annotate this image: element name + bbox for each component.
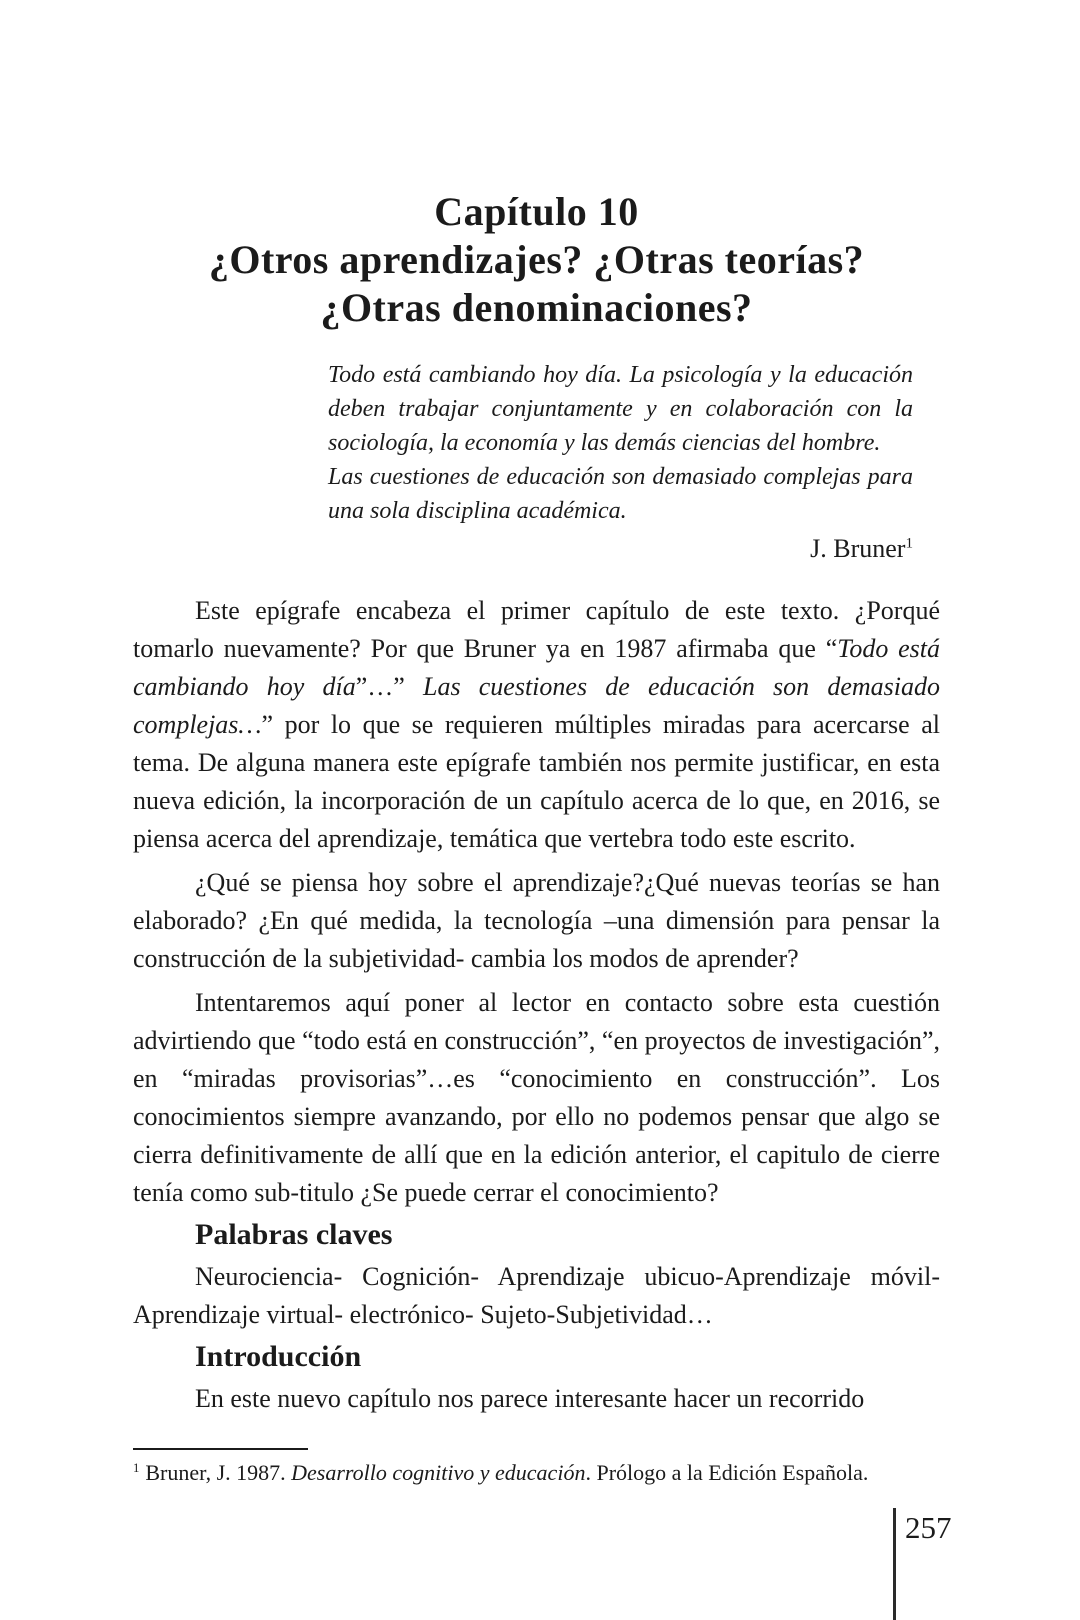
- footnote-citation-start: Bruner, J. 1987.: [145, 1460, 292, 1485]
- body-paragraph-1: [133, 592, 940, 858]
- epigraph-quote-2: Las cuestiones de educación son demasiado complejas para una sola disciplina académica.: [328, 464, 913, 524]
- attribution-footnote-ref: 1: [905, 535, 913, 552]
- chapter-title-line-1: Capítulo 10: [434, 189, 639, 234]
- para1-quote-2: Las cuestiones de educación son demasiado complejas…: [133, 672, 940, 739]
- para1-segment-2: ”…”: [355, 672, 423, 701]
- para1-segment-1: Este epígrafe encabeza el primer capítulo de este texto. ¿Porqué tomarlo nuevamente? Por que Bruner ya en 1987 afirmaba que “: [133, 596, 940, 663]
- chapter-title-line-2: ¿Otros aprendizajes? ¿Otras teorías?: [208, 237, 865, 282]
- epigraph-quote-1: Todo está cambiando hoy día. La psicología y la educación deben trabajar conjuntamente y en colaboración con la sociología, la economía y las demás ciencias del hombre.: [328, 362, 913, 456]
- para1-segment-3: ” por lo que se requieren múltiples miradas para acercarse al tema. De alguna manera este epígrafe también nos permite justificar, en esta nueva edición, la incorporación de un capítulo acerca de lo que, en 2016, se piensa acerca del aprendizaje, temática que vertebra todo este escrito.: [133, 710, 940, 853]
- epigraph-attribution: [328, 532, 913, 566]
- footnote-marker: 1: [133, 1460, 140, 1475]
- body-paragraph-2: ¿Qué se piensa hoy sobre el aprendizaje?¿Qué nuevas teorías se han elaborado? ¿En qué medida, la tecnología –una dimensión para pensar la construcción de la subjetividad- cambia los modos de aprender?: [133, 868, 940, 973]
- footnote-citation-end: . Prólogo a la Edición Española.: [585, 1460, 869, 1485]
- body-text-column: [133, 592, 940, 1424]
- introduction-heading: Introducción: [195, 1340, 362, 1373]
- footnote: [133, 1458, 940, 1488]
- attribution-name: J. Bruner: [810, 534, 906, 563]
- chapter-title: [133, 188, 940, 332]
- introduction-paragraph: En este nuevo capítulo nos parece interesante hacer un recorrido: [195, 1384, 865, 1413]
- footnote-separator-rule: [133, 1448, 308, 1450]
- chapter-title-line-3: ¿Otras denominaciones?: [320, 285, 753, 330]
- para1-quote-1: Todo está cambiando hoy día: [133, 634, 940, 701]
- epigraph-block: [328, 358, 913, 566]
- page-number: 257: [905, 1510, 952, 1545]
- page-number-rule: [893, 1508, 896, 1620]
- footnote-work-title: Desarrollo cognitivo y educación: [291, 1460, 586, 1485]
- keywords-text: Neurociencia- Cognición- Aprendizaje ubicuo-Aprendizaje móvil- Aprendizaje virtual- electrónico- Sujeto-Subjetividad…: [133, 1262, 940, 1329]
- footnote-block: [133, 1448, 940, 1488]
- keywords-heading: Palabras claves: [195, 1218, 393, 1251]
- body-paragraph-3: Intentaremos aquí poner al lector en contacto sobre esta cuestión advirtiendo que “todo está en construcción”, “en proyectos de investigación”, en “miradas provisorias”…es “conocimiento en construcción”. Los conocimientos siempre avanzando, por ello no podemos pensar que algo se cierra definitivamente de allí que en la edición anterior, el capitulo de cierre tenía como sub-titulo ¿Se puede cerrar el conocimiento?: [133, 988, 940, 1207]
